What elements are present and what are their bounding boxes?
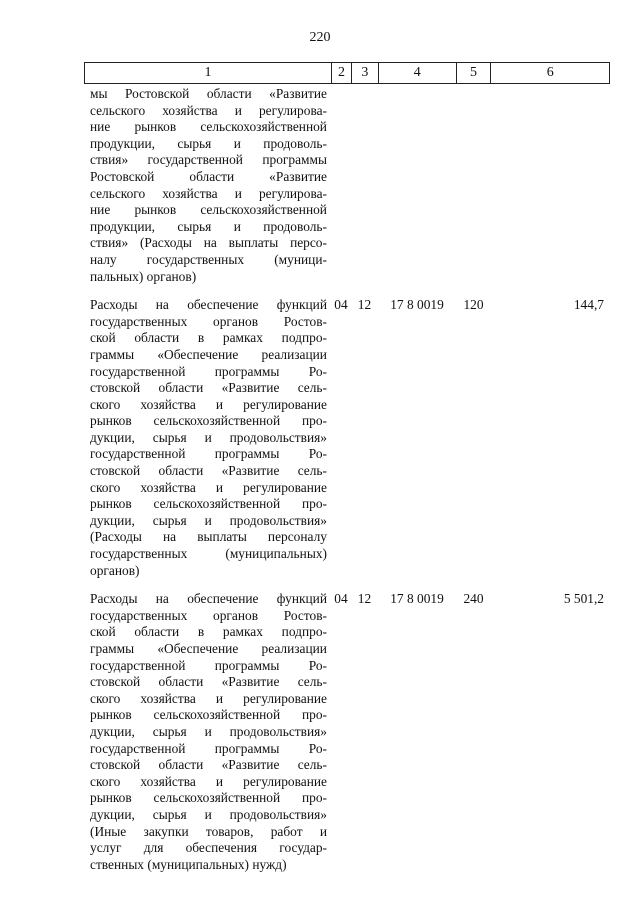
- description-line: дукции, сырья и продовольствия»: [90, 723, 327, 739]
- page-number: 220: [309, 30, 331, 45]
- table-row: [84, 591, 610, 873]
- row-description: [84, 591, 331, 873]
- description-line: государственной программы Ро-: [90, 446, 327, 462]
- table-row: [84, 86, 610, 285]
- target-article-code: 17 8 0019: [390, 297, 444, 313]
- description-line: налу государственных (муници-: [90, 251, 327, 267]
- description-line: государственных органов Ростов-: [90, 607, 327, 623]
- amount-value: 5 501,2: [563, 591, 604, 607]
- header-col-3: 3: [351, 63, 378, 83]
- description-line: пальных) органов): [90, 268, 197, 284]
- description-line: стовской области «Развитие сель-: [90, 757, 327, 773]
- description-line: услуг для обеспечения государ-: [90, 840, 327, 856]
- section-code: 04: [334, 591, 348, 607]
- header-col-1: 1: [204, 65, 212, 80]
- subsection-code: 12: [357, 591, 372, 607]
- description-line: ствия» (Расходы на выплаты персо-: [90, 235, 327, 251]
- description-line: ствия» государственной программы: [90, 152, 327, 168]
- description-line: стовской области «Развитие сель-: [90, 380, 327, 396]
- description-line: сельского хозяйства и регулирова-: [90, 102, 327, 118]
- description-line: ского хозяйства и регулирование: [90, 479, 327, 495]
- description-line: государственных органов Ростов-: [90, 313, 327, 329]
- description-line: ние рынков сельскохозяйственной: [90, 119, 327, 135]
- header-col-2: 2: [331, 63, 351, 83]
- description-line: граммы «Обеспечение реализации: [90, 641, 327, 656]
- description-line: дукции, сырья и продовольствия»: [90, 429, 327, 445]
- section-code: 04: [334, 297, 348, 313]
- expense-type-code: [456, 86, 491, 285]
- table-body: [84, 86, 610, 873]
- row-description: [84, 297, 331, 579]
- description-line: ского хозяйства и регулирование: [90, 396, 327, 412]
- description-line: государственной программы Ро-: [90, 363, 327, 379]
- description-line: органов): [90, 562, 140, 578]
- description-line: мы Ростовской области «Развитие: [90, 86, 327, 101]
- expense-type-code: 120: [463, 297, 484, 313]
- description-line: (Расходы на выплаты персоналу: [90, 529, 327, 545]
- description-line: рынков сельскохозяйственной про-: [90, 707, 327, 723]
- description-line: стовской области «Развитие сель-: [90, 674, 327, 690]
- description-line: продукции, сырья и продоволь-: [90, 218, 327, 234]
- description-line: ской области в рамках подпро-: [90, 624, 327, 640]
- description-line: рынков сельскохозяйственной про-: [90, 413, 327, 429]
- subsection-code: 12: [357, 297, 372, 313]
- target-article-code: 17 8 0019: [390, 591, 444, 607]
- description-line: ние рынков сельскохозяйственной: [90, 202, 327, 218]
- description-line: стовской области «Развитие сель-: [90, 463, 327, 479]
- description-line: дукции, сырья и продовольствия»: [90, 512, 327, 528]
- amount-value: [491, 86, 610, 285]
- expense-type-code: 240: [463, 591, 484, 607]
- description-line: ского хозяйства и регулирование: [90, 690, 327, 706]
- description-line: Расходы на обеспечение функций: [90, 297, 327, 313]
- description-line: Ростовской области «Развитие: [90, 168, 327, 184]
- amount-value: 144,7: [573, 297, 604, 313]
- section-code: [331, 86, 351, 285]
- description-line: ского хозяйства и регулирование: [90, 773, 327, 789]
- description-line: рынков сельскохозяйственной про-: [90, 790, 327, 806]
- row-description: [84, 86, 331, 285]
- header-col-6: 6: [490, 63, 609, 83]
- description-line: дукции, сырья и продовольствия»: [90, 806, 327, 822]
- description-line: ственных (муниципальных) нужд): [90, 856, 287, 872]
- description-line: Расходы на обеспечение функций: [90, 591, 327, 607]
- header-col-5: 5: [456, 63, 491, 83]
- description-line: государственной программы Ро-: [90, 740, 327, 756]
- header-col-4: 4: [378, 63, 456, 83]
- table-header: [84, 62, 610, 84]
- description-line: (Иные закупки товаров, работ и: [90, 823, 327, 839]
- description-line: продукции, сырья и продоволь-: [90, 135, 327, 151]
- description-line: рынков сельскохозяйственной про-: [90, 496, 327, 512]
- description-line: государственных (муниципальных): [90, 546, 327, 562]
- subsection-code: [351, 86, 378, 285]
- table-row: [84, 297, 610, 579]
- description-line: сельского хозяйства и регулирова-: [90, 185, 327, 201]
- target-article-code: [378, 86, 456, 285]
- description-line: ской области в рамках подпро-: [90, 330, 327, 346]
- description-line: граммы «Обеспечение реализации: [90, 346, 327, 362]
- description-line: государственной программы Ро-: [90, 657, 327, 673]
